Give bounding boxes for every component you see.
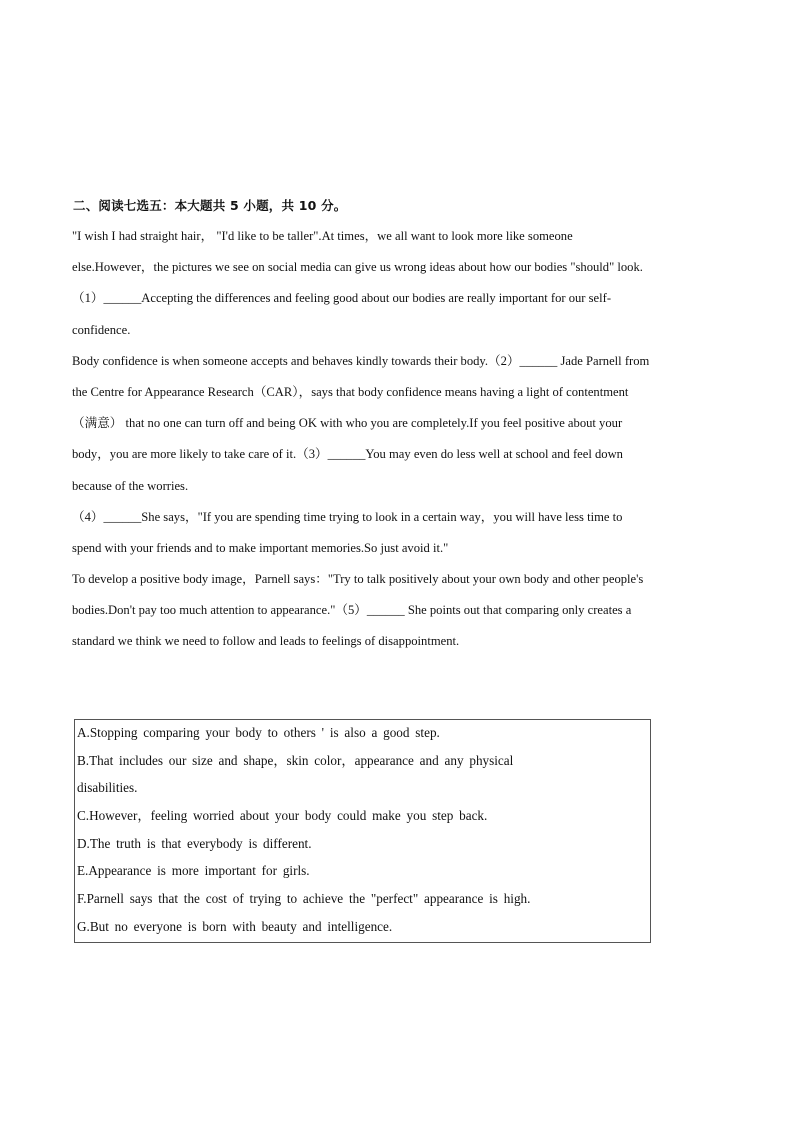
- passage-line: （4）______She says，"If you are spending time trying to look in a certain way，you will have less time to: [72, 509, 623, 524]
- passage-line: body，you are more likely to take care of it.（3）______You may even do less well at school and feel down: [72, 447, 623, 462]
- option-c: C.However，feeling worried about your body could make you step back.: [77, 808, 488, 824]
- passage-line: because of the worries.: [72, 478, 189, 493]
- passage-line: bodies.Don't pay too much attention to appearance."（5）______ She points out that comparing only creates a: [72, 603, 632, 618]
- option-d: D.The truth is that everybody is different.: [77, 835, 312, 851]
- option-b: B.That includes our size and shape，skin color，appearance and any physical: [77, 752, 514, 768]
- passage-line: （1）______Accepting the differences and feeling good about our bodies are really important for our self-: [72, 291, 612, 306]
- reading-passage: [72, 224, 722, 661]
- option-f: F.Parnell says that the cost of trying to achieve the "perfect" appearance is high.: [77, 891, 531, 907]
- options-box: [74, 719, 651, 943]
- passage-line: the Centre for Appearance Research（CAR），says that body confidence means having a light of contentment: [72, 384, 629, 399]
- passage-line: spend with your friends and to make important memories.So just avoid it.": [72, 540, 449, 555]
- passage-line: confidence.: [72, 322, 131, 337]
- passage-line: （满意） that no one can turn off and being OK with who you are completely.If you feel positive about your: [72, 416, 623, 431]
- passage-line: Body confidence is when someone accepts and behaves kindly towards their body.（2）______ Jade Parnell from: [72, 353, 650, 368]
- passage-line: To develop a positive body image，Parnell says："Try to talk positively about your own body and other people's: [72, 572, 644, 587]
- option-g: G.But no everyone is born with beauty and intelligence.: [77, 918, 393, 934]
- option-a: A.Stopping comparing your body to others ' is also a good step.: [77, 725, 440, 740]
- option-e: E.Appearance is more important for girls.: [77, 863, 310, 879]
- section-heading: 二、阅读七选五：本大题共 5 小题，共 10 分。: [73, 198, 347, 213]
- option-b-continued: disabilities.: [77, 780, 138, 796]
- passage-line: else.However，the pictures we see on social media can give us wrong ideas about how our bodies "should" look.: [72, 260, 643, 275]
- passage-line: standard we think we need to follow and leads to feelings of disappointment.: [72, 634, 460, 649]
- passage-line: "I wish I had straight hair， "I'd like to be taller".At times，we all want to look more like someone: [72, 229, 573, 243]
